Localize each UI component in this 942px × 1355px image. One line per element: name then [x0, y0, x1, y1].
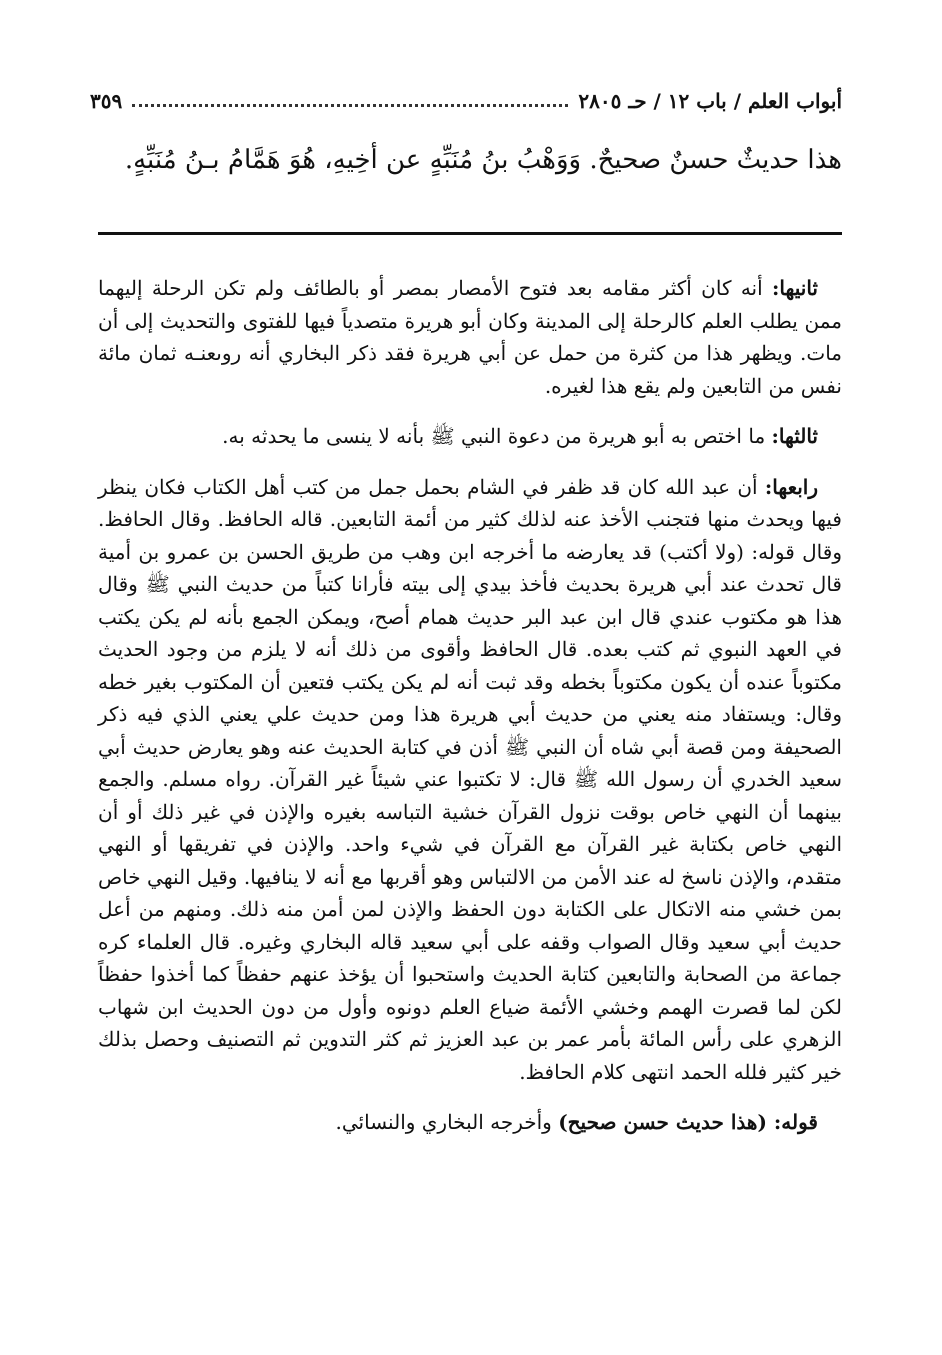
paragraph-lead: ثانيها:	[772, 276, 818, 300]
running-title: أبواب العلم / باب ١٢ / حـ ٢٨٠٥	[578, 89, 842, 113]
paragraph-lead: ثالثها:	[771, 424, 818, 448]
separator-rule	[98, 232, 842, 235]
commentary-paragraph	[98, 420, 842, 453]
page-number: ٣٥٩	[90, 89, 123, 113]
hadith-text: هذا حديثٌ حسنٌ صحيحٌ. وَوَهْبُ بنُ مُنَبِّهٍ عن أخِيهِ، هُوَ هَمَّامُ بـنُ مُنَبِّهٍ.	[124, 145, 842, 175]
page-header	[90, 86, 842, 116]
commentary-paragraph	[98, 471, 842, 1089]
commentary-paragraph	[98, 1106, 842, 1139]
commentary-paragraph	[98, 272, 842, 402]
header-dot-leader	[132, 104, 568, 107]
paragraph-text: أنه كان أكثر مقامه بعد فتوح الأمصار بمصر أو بالطائف ولم تكن الرحلة إليهما ممن يطلب العلم كالرحلة إلى المدينة وكان أبو هريرة متصدياً فيها للفتوى والتحديث إلى أن مات. ويظهر هذا من كثرة من حمل عن أبي هريرة فقد ذكر البخاري أنه روىعنـه ثمان مائة نفس من التابعين ولم يقع هذا لغيره.	[98, 276, 842, 398]
paragraph-text: ما اختص به أبو هريرة من دعوة النبي ﷺ بأنه لا ينسى ما يحدثه به.	[222, 424, 766, 448]
paragraph-text: وأخرجه البخاري والنسائي.	[335, 1110, 552, 1134]
paragraph-lead: قوله: (هذا حديث حسن صحيح)	[558, 1110, 818, 1134]
commentary	[98, 272, 842, 1139]
paragraph-lead: رابعها:	[764, 474, 819, 499]
paragraph-text: أن عبد الله كان قد ظفر في الشام بحمل جمل من كتب أهل الكتاب فكان ينظر فيها ويحدث منها فتجنب الأخذ عنه لذلك كثير من أئمة التابعين. قاله الحافظ. وقال الحافظ. وقال قوله: (ولا أكتب) قد يعارضه ما أخرجه ابن وهب من طريق الحسن بن عمرو بن أمية قال تحدث عند أبي هريرة بحديث فأخذ بيدي إلى بيته فأرانا كتباً من حديث النبي ﷺ وقال هذا هو مكتوب عندي قال ابن عبد البر حديث همام أصح، ويمكن الجمع بأنه لم يكن يكتب في العهد النبوي ثم كتب بعده. قال الحافظ وأقوى من ذلك أنه لا يلزم من وجود الحديث مكتوباً عنده أن يكون مكتوباً بخطه وقد ثبت أنه لم يكن يكتب فتعين أن المكتوب بغير خطه وقال: ويستفاد منه يعني من حديث أبي هريرة هذا ومن حديث علي يعني الذي فيه ذكر الصحيفة ومن قصة أبي شاه أن النبي ﷺ أذن في كتابة الحديث عنه وهو يعارض حديث أبي سعيد الخدري أن رسول الله ﷺ قال: لا تكتبوا عني شيئاً غير القرآن. رواه مسلم. والجمع بينهما أن النهي خاص بوقت نزول القرآن خشية التباسه بغيره والإذن في غير ذلك أو أن النهي خاص بكتابة غير القرآن مع القرآن في شيء واحد. والإذن في تفريقها أو النهي متقدم، والإذن ناسخ له عند الأمن من الالتباس وهو أقربها مع أنه لا ينافيها. وقيل النهي خاص بمن خشي منه الاتكال على الكتابة دون الحفظ والإذن لمن أمن منه ذلك. ومنهم من أعل حديث أبي سعيد وقال الصواب وقفه على أبي سعيد قاله البخاري وغيره. قال العلماء كره جماعة من الصحابة والتابعين كتابة الحديث واستحبوا أن يؤخذ عنهم حفظاً كما أخذوا حفظاً لكن لما قصرت الهمم وخشي الأئمة ضياع العلم دونوه وأول من دون الحديث ابن شهاب الزهري على رأس المائة بأمر عمر بن عبد العزيز ثم كثر التدوين ثم التصنيف وحصل بذلك خير كثير فلله الحمد انتهى كلام الحافظ.	[98, 474, 842, 1084]
